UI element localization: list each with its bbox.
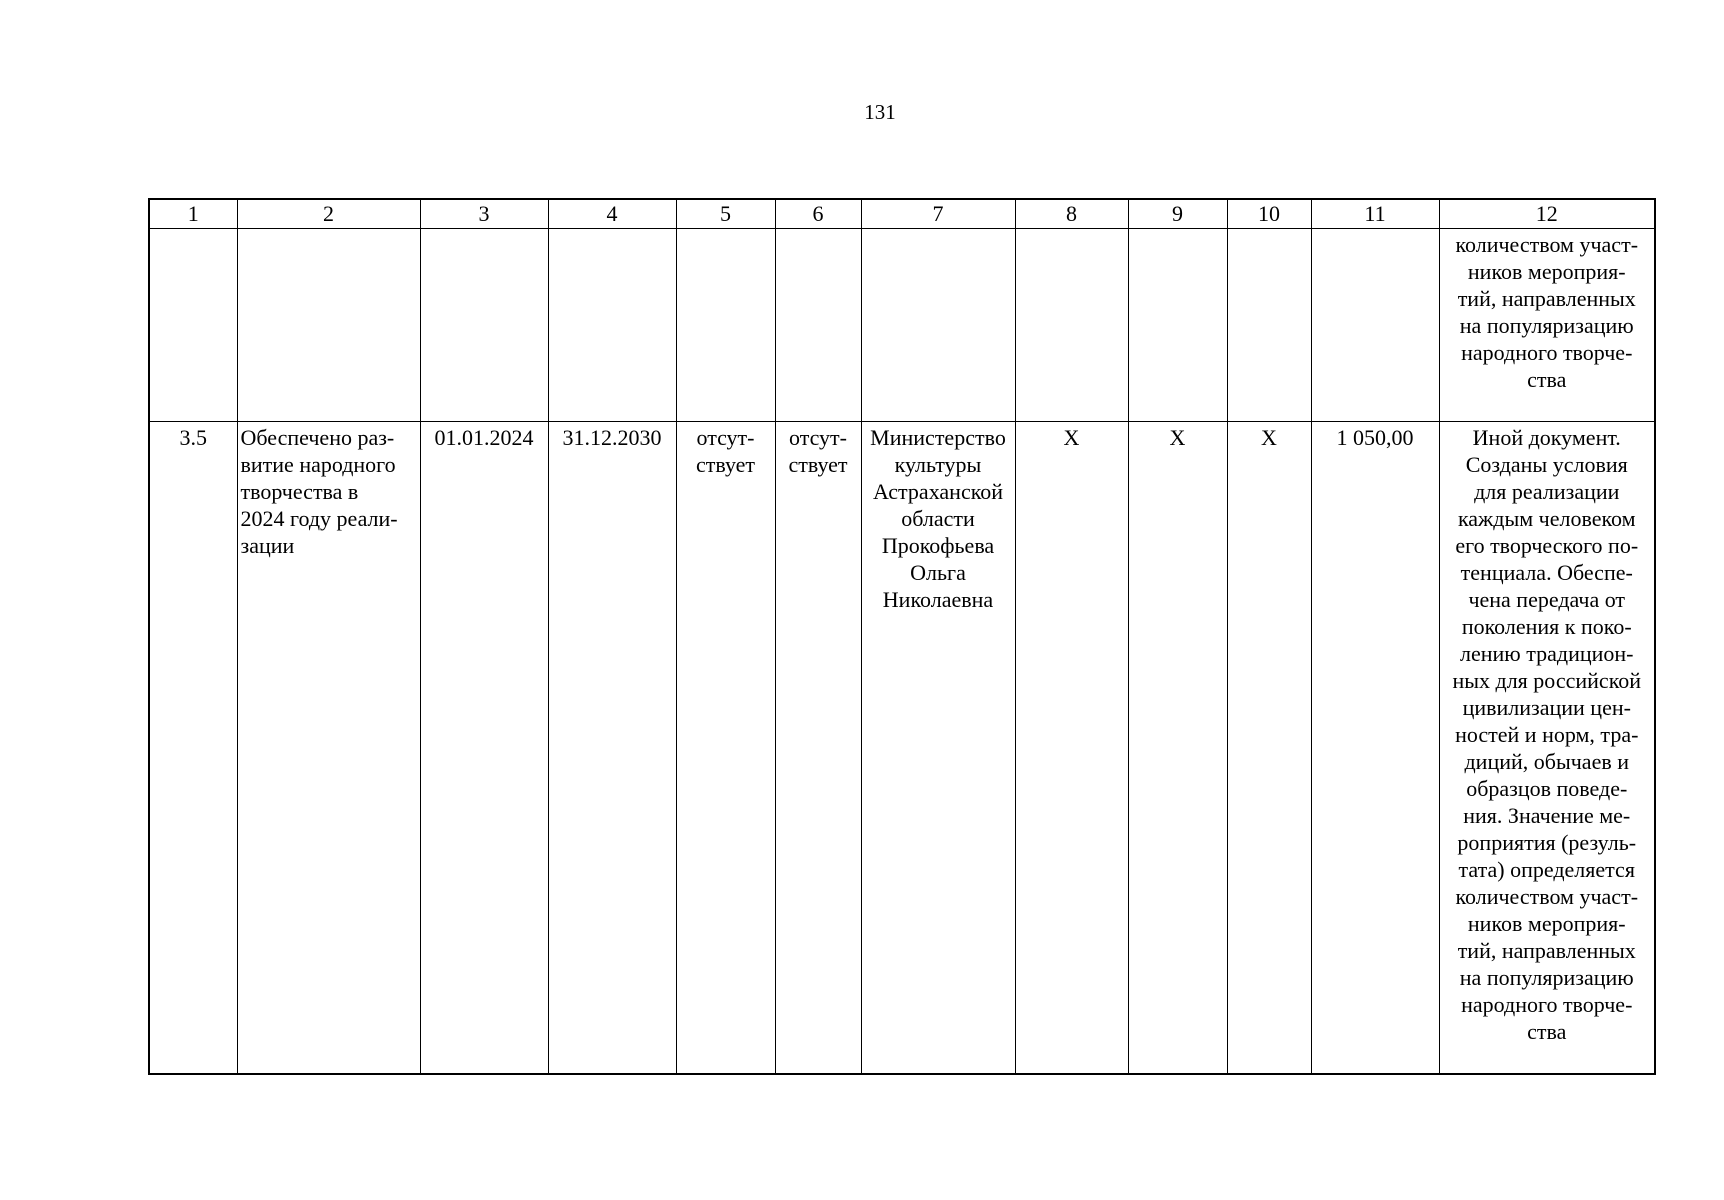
table-cell [1128,229,1227,422]
column-9-cell: X [1128,422,1227,1075]
column-header-12: 12 [1439,199,1655,229]
table-cell [1227,229,1311,422]
table-cell [237,229,420,422]
table-row [149,422,1655,1075]
continuation-row [149,229,1655,422]
column-header-3: 3 [420,199,548,229]
item-name-cell: Обеспечено раз- витие народного творчества в 2024 году реали- зации [237,422,420,1075]
table-cell [548,229,676,422]
table-cell [1015,229,1128,422]
column-8-cell: X [1015,422,1128,1075]
table-cell [149,229,237,422]
column-header-6: 6 [775,199,861,229]
plan-table-container [148,198,1654,1075]
end-date-cell: 31.12.2030 [548,422,676,1075]
table-cell [1311,229,1439,422]
column-header-2: 2 [237,199,420,229]
start-date-cell: 01.01.2024 [420,422,548,1075]
column-header-1: 1 [149,199,237,229]
page-number: 131 [864,100,896,124]
table-cell [775,229,861,422]
column-header-5: 5 [676,199,775,229]
column-header-4: 4 [548,199,676,229]
column-5-cell: отсут- ствует [676,422,775,1075]
column-header-9: 9 [1128,199,1227,229]
item-number-cell: 3.5 [149,422,237,1075]
column-number-row [149,199,1655,229]
responsible-cell: Министерство культуры Астраханской области Прокофьева Ольга Николаевна [861,422,1015,1075]
column-header-8: 8 [1015,199,1128,229]
column-10-cell: X [1227,422,1311,1075]
description-cell: Иной документ. Созданы условия для реализации каждым человеком его творческого по- тенциала. Обеспе- чена передача от поколения к поко- лению традицион- ных для российской цивилизации цен- ностей и норм, тра- диций, обычаев и образцов поведе- ния. Значение ме- роприятия (резуль- тата) определяется количеством участ- ников мероприя- тий, направленных на популяризацию народного творче- ства [1439,422,1655,1075]
column-header-11: 11 [1311,199,1439,229]
column-header-7: 7 [861,199,1015,229]
table-cell [420,229,548,422]
continuation-description-cell: количеством участ- ников мероприя- тий, направленных на популяризацию народного творче- ства [1439,229,1655,422]
column-6-cell: отсут- ствует [775,422,861,1075]
plan-table [148,198,1656,1075]
table-cell [861,229,1015,422]
table-cell [676,229,775,422]
column-header-10: 10 [1227,199,1311,229]
amount-cell: 1 050,00 [1311,422,1439,1075]
